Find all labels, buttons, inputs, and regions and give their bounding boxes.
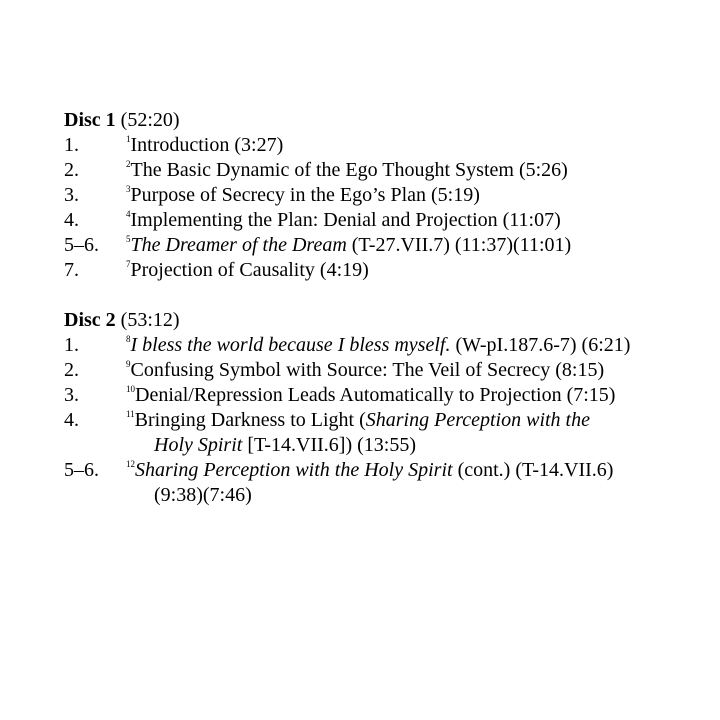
track-body <box>126 208 704 233</box>
disc-header <box>64 108 704 133</box>
footnote-marker: 8 <box>126 334 131 344</box>
track-body <box>126 333 704 358</box>
disc-duration: (53:12) <box>120 309 180 331</box>
track-item <box>64 133 704 158</box>
disc-2 <box>64 308 704 508</box>
footnote-marker: 5 <box>126 234 131 244</box>
track-title-italic: Holy Spirit <box>154 434 243 456</box>
footnote-marker: 7 <box>126 259 131 269</box>
track-title: (T-27.VII.7) (11:37)(11:01) <box>346 234 572 256</box>
track-title: Projection of Causality (4:19) <box>130 259 369 281</box>
track-item <box>64 233 704 258</box>
track-number: 4. <box>64 409 79 431</box>
track-title: (cont.) (T-14.VII.6) <box>452 459 614 481</box>
track-title: Introduction (3:27) <box>130 134 284 156</box>
disc-title: Disc 1 <box>64 109 116 131</box>
track-number: 5–6. <box>64 234 99 256</box>
track-title: Purpose of Secrecy in the Ego’s Plan (5:19) <box>130 184 480 206</box>
track-number: 3. <box>64 384 79 406</box>
track-body <box>126 458 704 508</box>
track-title: [T-14.VII.6]) (13:55) <box>242 434 417 456</box>
track-line-1 <box>126 408 704 433</box>
track-title: Implementing the Plan: Denial and Projection (11:07) <box>130 209 561 231</box>
footnote-marker: 10 <box>126 384 135 394</box>
footnote-marker: 11 <box>126 409 135 419</box>
track-title: Confusing Symbol with Source: The Veil of Secrecy (8:15) <box>130 359 605 381</box>
footnote-marker: 12 <box>126 459 135 469</box>
track-title-italic: Sharing Perception with the <box>365 409 590 431</box>
track-title: The Basic Dynamic of the Ego Thought System (5:26) <box>130 159 568 181</box>
disc-header <box>64 308 704 333</box>
track-title: (W-pI.187.6-7) (6:21) <box>450 334 631 356</box>
track-item <box>64 333 704 358</box>
track-title: Denial/Repression Leads Automatically to Projection (7:15) <box>135 384 616 406</box>
track-item <box>64 358 704 383</box>
track-line-2 <box>126 433 704 458</box>
track-number: 2. <box>64 159 79 181</box>
track-line-1 <box>126 458 704 483</box>
track-body <box>126 408 704 458</box>
track-number: 3. <box>64 184 79 206</box>
track-number: 5–6. <box>64 459 99 481</box>
footnote-marker: 2 <box>126 159 131 169</box>
track-title-italic: I bless the world because I bless myself. <box>130 334 451 356</box>
track-body <box>126 233 704 258</box>
footnote-marker: 4 <box>126 209 131 219</box>
track-title-italic: Sharing Perception with the Holy Spirit <box>135 459 453 481</box>
track-item <box>64 258 704 283</box>
track-item <box>64 408 704 458</box>
track-item <box>64 183 704 208</box>
track-line-2 <box>126 483 704 508</box>
footnote-marker: 3 <box>126 184 131 194</box>
track-title-italic: The Dreamer of the Dream <box>130 234 347 256</box>
track-item <box>64 383 704 408</box>
track-item <box>64 158 704 183</box>
track-number: 2. <box>64 359 79 381</box>
track-durations: (9:38)(7:46) <box>154 484 252 506</box>
track-number: 7. <box>64 259 79 281</box>
disc-1 <box>64 108 704 283</box>
track-body <box>126 358 704 383</box>
disc-title: Disc 2 <box>64 309 116 331</box>
track-body <box>126 183 704 208</box>
track-body <box>126 258 704 283</box>
footnote-marker: 1 <box>126 134 131 144</box>
footnote-marker: 9 <box>126 359 131 369</box>
track-number: 1. <box>64 134 79 156</box>
track-item <box>64 208 704 233</box>
tracklist <box>64 108 704 533</box>
track-number: 4. <box>64 209 79 231</box>
track-item <box>64 458 704 508</box>
disc-duration: (52:20) <box>120 109 180 131</box>
track-body <box>126 158 704 183</box>
track-title: Bringing Darkness to Light ( <box>134 409 366 431</box>
track-number: 1. <box>64 334 79 356</box>
track-body <box>126 383 704 408</box>
track-body <box>126 133 704 158</box>
